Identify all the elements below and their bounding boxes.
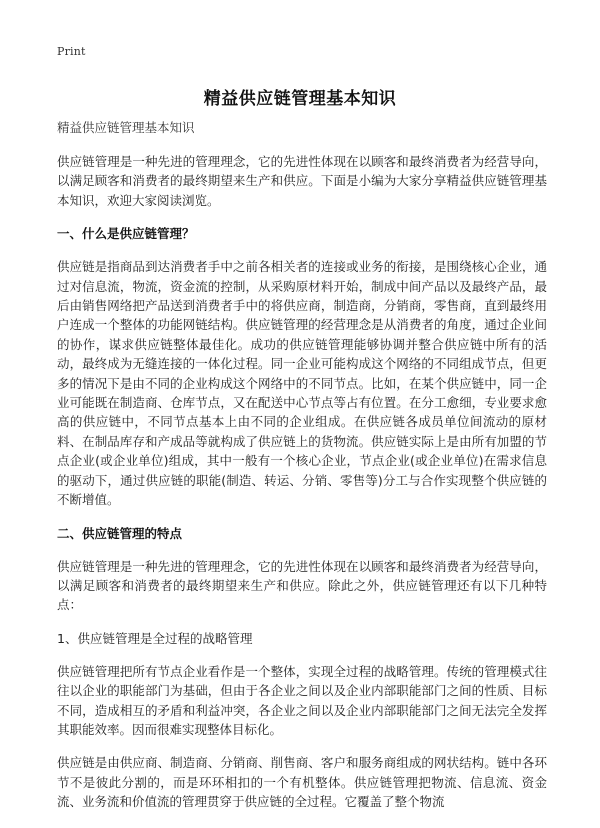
print-link[interactable]: Print	[57, 45, 86, 58]
section-heading-features: 二、供应链管理的特点	[57, 525, 183, 541]
article-body	[57, 118, 547, 826]
section-heading-what-is-scm: 一、什么是供应链管理？	[57, 226, 195, 242]
article-subtitle: 精益供应链管理基本知识	[57, 120, 195, 135]
section-paragraph-features: 供应链管理是一种先进的管理理念，它的先进性体现在以顾客和最终消费者为经营导向，以满足顾客和消费者的最终期望来生产和供应。除此之外，供应链管理还有以下几种特点：	[57, 558, 547, 613]
page-title: 精益供应链管理基本知识	[203, 89, 397, 109]
subsection-heading-strategic-management: 1、供应链管理是全过程的战略管理	[57, 630, 253, 646]
intro-paragraph: 供应链管理是一种先进的管理理念，它的先进性体现在以顾客和最终消费者为经营导向，以满足顾客和消费者的最终期望来生产和供应。下面是小编为大家分享精益供应链管理基本知识，欢迎大家阅读浏览。	[57, 154, 547, 208]
subsection-paragraph-1: 供应链管理把所有节点企业看作是一个整体，实现全过程的战略管理。传统的管理模式往往以企业的职能部门为基础，但由于各企业之间以及企业内部职能部门之间的性质、目标不同，造成相互的矛盾和利益冲突，各企业之间以及企业内部职能部门之间无法完全发挥其职能效率。因而很难实现整体目标化。	[57, 663, 547, 737]
section-paragraph-what-is-scm: 供应链是指商品到达消费者手中之前各相关者的连接或业务的衔接，是围绕核心企业，通过对信息流，物流，资金流的控制，从采购原材料开始，制成中间产品以及最终产品，最后由销售网络把产品送到消费者手中的将供应商，制造商，分销商，零售商，直到最终用户连成一个整体的功能网链结构。供应链管理的经营理念是从消费者的角度，通过企业间的协作，谋求供应链整体最佳化。成功的供应链管理能够协调并整合供应链中所有的活动，最终成为无缝连接的一体化过程。同一企业可能构成这个网络的不同组成节点，但更多的情况下是由不同的企业构成这个网络中的不同节点。比如，在某个供应链中，同一企业可能既在制造商、仓库节点，又在配送中心节点等占有位置。在分工愈细，专业要求愈高的供应链中，不同节点基本上由不同的企业组成。在供应链各成员单位间流动的原材料、在制品库存和产成品等就构成了供应链上的货物流。供应链实际上是由所有加盟的节点企业(或企业单位)组成，其中一般有一个核心企业，节点企业(或企业单位)在需求信息的驱动下，通过供应链的职能(制造、转运、分销、零售等)分工与合作实现整个供应链的不断增值。	[57, 259, 547, 508]
subsection-paragraph-2: 供应链是由供应商、制造商、分销商、削售商、客户和服务商组成的网状结构。链中各环节不是彼此分割的，而是环环相扣的一个有机整体。供应链管理把物流、信息流、资金流、业务流和价值流的管理贯穿于供应链的全过程。它覆盖了整个物流	[57, 755, 547, 810]
